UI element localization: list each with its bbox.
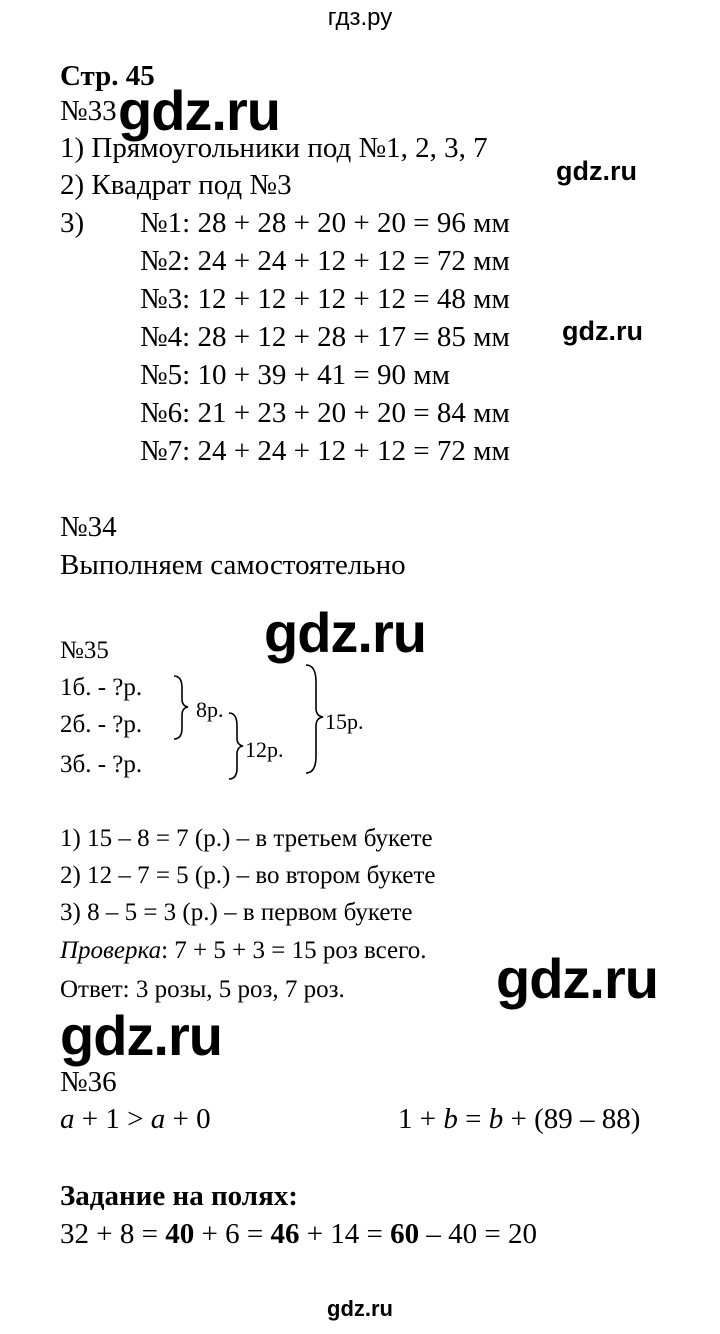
perimeter-row: №2: 24 + 24 + 12 + 12 = 72 мм xyxy=(140,245,510,277)
brace-label-12: 12р. xyxy=(245,737,284,762)
chain-result: 60 xyxy=(390,1218,420,1250)
chain-result: 46 xyxy=(270,1218,300,1250)
brace-2-3 xyxy=(229,713,243,779)
perimeter-row: №7: 24 + 24 + 12 + 12 = 72 мм xyxy=(140,435,510,467)
variable-b: b xyxy=(443,1103,458,1135)
site-header: гдз.ру xyxy=(327,4,393,31)
perimeter-row: №3: 12 + 12 + 12 + 12 = 48 мм xyxy=(140,283,510,315)
brace-1-2 xyxy=(174,676,188,739)
perimeter-row: №1: 28 + 28 + 20 + 20 = 96 мм xyxy=(140,207,510,239)
condition-line: 1б. - ?р. xyxy=(60,674,143,701)
equation-operator: = xyxy=(457,1103,489,1135)
margin-task-title: Задание на полях: xyxy=(60,1180,298,1212)
variable-a: a xyxy=(150,1103,166,1135)
inequality-left xyxy=(60,1105,211,1134)
exercise-33-line-2: 2) Квадрат под №3 xyxy=(60,169,292,201)
watermark: gdz.ru xyxy=(118,79,280,142)
check-text: : 7 + 5 + 3 = 15 роз всего. xyxy=(161,937,427,964)
chain-part: + 6 = xyxy=(194,1218,271,1250)
inequality-end: + 0 xyxy=(165,1103,211,1135)
check-line xyxy=(60,938,426,963)
brace-label-15: 15р. xyxy=(325,709,364,734)
variable-b: b xyxy=(488,1103,504,1135)
exercise-33-line-1: 1) Прямоугольники под №1, 2, 3, 7 xyxy=(60,132,488,164)
exercise-36-title: №36 xyxy=(60,1066,117,1098)
exercise-33-line-3-label: 3) xyxy=(60,207,85,239)
watermark: gdz.ru xyxy=(60,1004,222,1067)
chain-part: 32 + 8 = xyxy=(60,1218,166,1250)
chain-part: – 40 = 20 xyxy=(419,1218,538,1250)
equation-end: + (89 – 88) xyxy=(503,1103,641,1135)
solution-step: 1) 15 – 8 = 7 (р.) – в третьем букете xyxy=(60,825,433,852)
site-footer: gdz.ru xyxy=(327,1296,393,1321)
exercise-34-title: №34 xyxy=(60,511,117,543)
exercise-35-title: №35 xyxy=(60,637,109,664)
watermark: gdz.ru xyxy=(556,156,637,186)
perimeter-row: №4: 28 + 12 + 28 + 17 = 85 мм xyxy=(140,321,510,353)
margin-task-chain xyxy=(60,1220,537,1249)
condition-line: 3б. - ?р. xyxy=(60,751,143,778)
equation-start: 1 + xyxy=(398,1103,444,1135)
chain-part: + 14 = xyxy=(299,1218,391,1250)
check-label: Проверка xyxy=(60,937,162,964)
solution-step: 2) 12 – 7 = 5 (р.) – во втором букете xyxy=(60,862,436,889)
equation-right xyxy=(398,1105,640,1134)
condition-line: 2б. - ?р. xyxy=(60,711,143,738)
brace-1-3 xyxy=(306,665,323,773)
exercise-34-text: Выполняем самостоятельно xyxy=(60,549,406,581)
variable-a: a xyxy=(60,1103,75,1135)
exercise-33-title: №33 xyxy=(60,95,117,127)
chain-result: 40 xyxy=(165,1218,195,1250)
watermark: gdz.ru xyxy=(496,947,658,1010)
watermark: gdz.ru xyxy=(562,316,643,346)
inequality-operator: + 1 > xyxy=(74,1103,151,1135)
page-reference: Стр. 45 xyxy=(60,60,155,92)
solution-step: 3) 8 – 5 = 3 (р.) – в первом букете xyxy=(60,899,413,926)
answer-line: Ответ: 3 розы, 5 роз, 7 роз. xyxy=(60,976,345,1003)
watermark: gdz.ru xyxy=(264,601,426,664)
perimeter-row: №6: 21 + 23 + 20 + 20 = 84 мм xyxy=(140,397,510,429)
brace-label-8: 8р. xyxy=(196,697,224,722)
perimeter-row: №5: 10 + 39 + 41 = 90 мм xyxy=(140,359,450,391)
